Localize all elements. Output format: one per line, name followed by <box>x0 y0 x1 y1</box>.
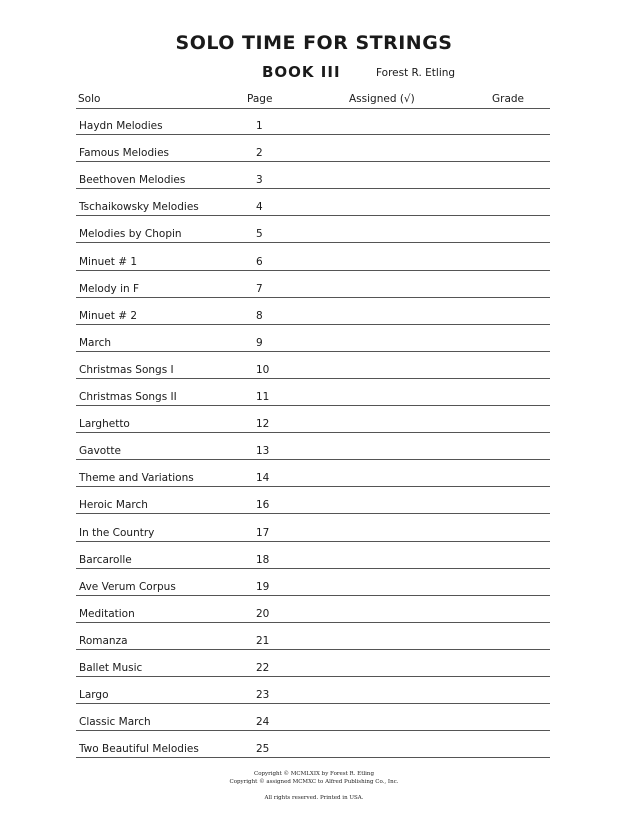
list-item <box>76 731 550 758</box>
page-number: 7 <box>256 282 263 295</box>
page-number: 20 <box>256 607 270 620</box>
list-item <box>76 135 550 162</box>
page-number: 8 <box>256 309 263 322</box>
solo-title: Famous Melodies <box>79 147 169 160</box>
solo-title: Two Beautiful Melodies <box>79 743 199 756</box>
solo-title: Largo <box>79 689 109 702</box>
list-item <box>76 487 550 514</box>
page-number: 21 <box>256 634 270 647</box>
solo-title: Melodies by Chopin <box>79 228 182 241</box>
solo-title: Theme and Variations <box>79 472 194 485</box>
page-number: 25 <box>256 743 270 756</box>
page-number: 24 <box>256 716 270 729</box>
page-number: 2 <box>256 147 263 160</box>
list-item <box>76 216 550 243</box>
list-item <box>76 108 550 135</box>
page-number: 9 <box>256 336 263 349</box>
page-number: 18 <box>256 553 270 566</box>
list-item <box>76 433 550 460</box>
copyright-line-2: Copyright © assigned MCMXC to Alfred Publishing Co., Inc. <box>229 779 399 785</box>
list-item <box>76 460 550 487</box>
rights-line: All rights reserved. Printed in USA. <box>264 795 364 801</box>
solo-title: March <box>79 336 112 349</box>
solo-title: Ave Verum Corpus <box>79 580 176 593</box>
list-item <box>76 189 550 216</box>
page-number: 12 <box>256 418 270 431</box>
list-item <box>76 298 550 325</box>
solo-title: Classic March <box>79 716 151 729</box>
solo-title: Larghetto <box>79 418 130 431</box>
list-item <box>76 162 550 189</box>
list-item <box>76 244 550 271</box>
page-number: 17 <box>256 526 270 539</box>
solo-title: Minuet # 1 <box>79 255 138 268</box>
list-item <box>76 352 550 379</box>
page-number: 16 <box>256 499 270 512</box>
list-item <box>76 650 550 677</box>
list-item <box>76 325 550 352</box>
solo-title: Christmas Songs II <box>79 391 177 403</box>
solo-title: Ballet Music <box>79 662 143 674</box>
header-page: Page <box>247 93 273 105</box>
header-assigned: Assigned (√) <box>349 93 415 105</box>
list-item <box>76 569 550 596</box>
solo-title: In the Country <box>79 526 155 539</box>
page-number: 19 <box>256 580 270 593</box>
page-title: SOLO TIME FOR STRINGS <box>175 32 453 54</box>
solo-title: Barcarolle <box>79 553 132 566</box>
list-item <box>76 677 550 704</box>
list-item <box>76 271 550 298</box>
solo-title: Melody in F <box>79 282 140 295</box>
list-item <box>76 379 550 406</box>
page-number: 5 <box>256 228 263 241</box>
page-number: 4 <box>256 201 263 214</box>
row-rule <box>76 757 550 758</box>
solo-title: Beethoven Melodies <box>79 174 186 187</box>
page-number: 11 <box>256 391 270 403</box>
page-number: 22 <box>256 662 270 674</box>
solo-title: Gavotte <box>79 445 121 458</box>
book-label: BOOK III <box>262 63 341 81</box>
page-number: 13 <box>256 445 270 458</box>
page-number: 14 <box>256 472 270 485</box>
solo-title: Romanza <box>79 634 128 647</box>
list-item <box>76 596 550 623</box>
list-item <box>76 515 550 542</box>
author-name: Forest R. Etling <box>376 67 456 79</box>
solo-title: Heroic March <box>79 499 148 512</box>
list-item <box>76 623 550 650</box>
list-item <box>76 542 550 569</box>
page-number: 23 <box>256 689 270 702</box>
solo-title: Meditation <box>79 607 135 620</box>
solo-title: Tschaikowsky Melodies <box>79 201 199 214</box>
header-solo: Solo <box>78 93 101 105</box>
solo-title: Christmas Songs I <box>79 363 174 376</box>
page-number: 10 <box>256 363 270 376</box>
page-number: 6 <box>256 255 263 268</box>
solo-title: Minuet # 2 <box>79 309 138 322</box>
list-item <box>76 704 550 731</box>
page-number: 1 <box>256 120 263 132</box>
solo-title: Haydn Melodies <box>79 120 163 132</box>
page-number: 3 <box>256 174 263 187</box>
copyright-line-1: Copyright © MCMLXIX by Forest R. Etling <box>254 771 374 777</box>
header-grade: Grade <box>492 93 525 105</box>
list-item <box>76 406 550 433</box>
